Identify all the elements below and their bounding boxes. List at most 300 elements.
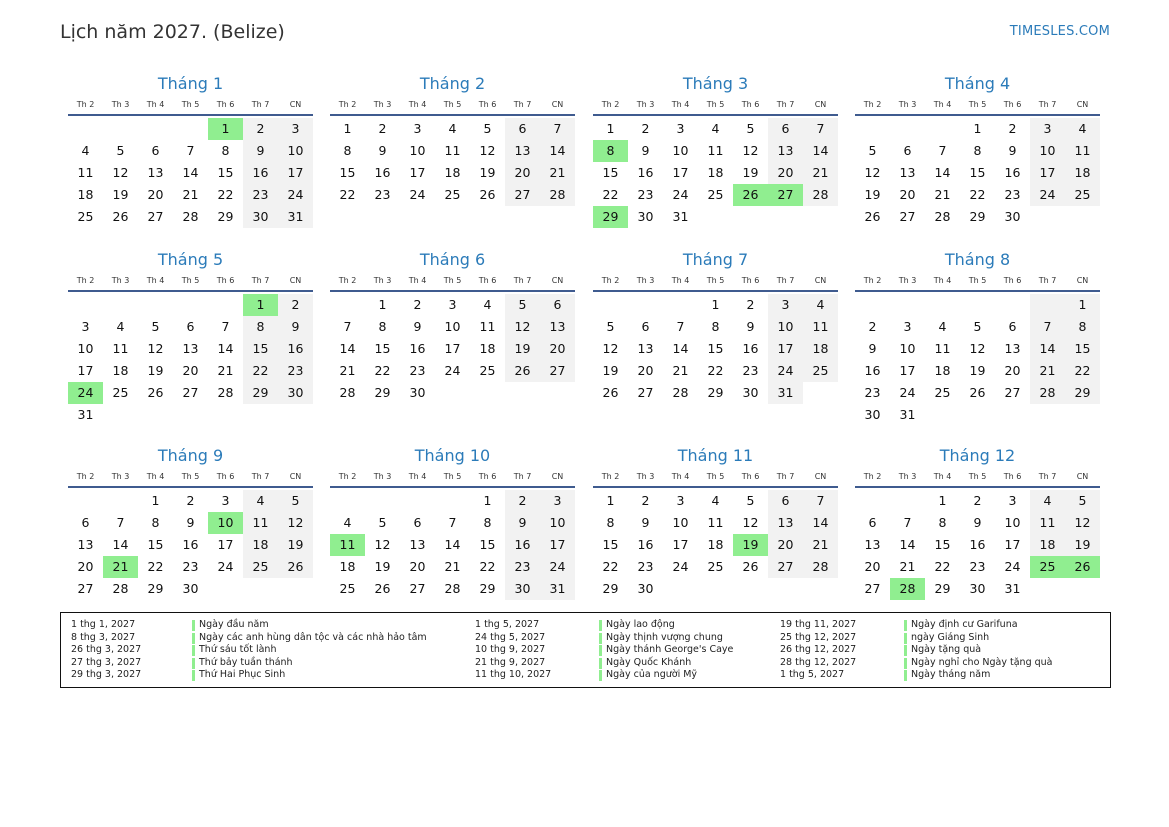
day-cell: 13 bbox=[182, 341, 199, 356]
legend-date: 19 thg 11, 2027 bbox=[780, 619, 857, 630]
legend-date: 28 thg 12, 2027 bbox=[780, 656, 857, 668]
week-row bbox=[68, 556, 313, 578]
day-cell: 9 bbox=[278, 316, 313, 338]
day-cell: 20 bbox=[864, 559, 881, 574]
day-cell: 11 bbox=[707, 515, 724, 530]
day-cell: 8 bbox=[711, 319, 720, 334]
day-cell: 8 bbox=[378, 319, 387, 334]
day-cell: 16 bbox=[409, 341, 426, 356]
day-cell: 11 bbox=[803, 316, 838, 338]
week-row bbox=[330, 184, 575, 206]
holiday-day-cell: 28 bbox=[890, 578, 925, 600]
week-row bbox=[330, 162, 575, 184]
weekday-label: CN bbox=[814, 100, 827, 109]
week-row bbox=[330, 360, 575, 382]
weekday-label: Th 5 bbox=[181, 472, 200, 481]
day-cell: 15 bbox=[479, 537, 496, 552]
day-cell: 22 bbox=[602, 187, 619, 202]
day-cell: 29 bbox=[147, 581, 164, 596]
day-cell: 12 bbox=[1065, 512, 1100, 534]
empty-day-cell bbox=[278, 404, 313, 426]
day-cell: 11 bbox=[444, 143, 461, 158]
empty-day-cell bbox=[173, 404, 208, 426]
legend-date: 1 thg 1, 2027 bbox=[71, 619, 136, 630]
weekday-label: Th 3 bbox=[898, 472, 917, 481]
day-cell: 13 bbox=[864, 537, 881, 552]
weekday-label: Th 7 bbox=[251, 472, 270, 481]
day-cell: 30 bbox=[1004, 209, 1021, 224]
day-cell: 28 bbox=[1030, 382, 1065, 404]
site-link[interactable]: TIMESLES.COM bbox=[1009, 24, 1110, 39]
day-cell: 2 bbox=[1008, 121, 1017, 136]
week-row bbox=[593, 360, 838, 382]
legend-date: 1 thg 5, 2027 bbox=[475, 619, 540, 630]
weekday-header bbox=[855, 274, 1100, 288]
day-cell: 10 bbox=[444, 319, 461, 334]
month-7 bbox=[593, 249, 838, 404]
month-title: Tháng 8 bbox=[944, 250, 1011, 269]
weekday-label: Th 5 bbox=[443, 472, 462, 481]
day-cell: 18 bbox=[934, 363, 951, 378]
day-cell: 19 bbox=[147, 363, 164, 378]
day-cell: 6 bbox=[505, 118, 540, 140]
weekday-label: Th 2 bbox=[863, 276, 882, 285]
weekday-label: Th 7 bbox=[513, 100, 532, 109]
day-cell: 8 bbox=[151, 515, 160, 530]
day-cell: 12 bbox=[505, 316, 540, 338]
holiday-day-cell: 27 bbox=[768, 184, 803, 206]
day-cell: 17 bbox=[540, 534, 575, 556]
day-cell: 3 bbox=[903, 319, 912, 334]
month-title: Tháng 11 bbox=[677, 446, 754, 465]
day-cell: 13 bbox=[768, 140, 803, 162]
empty-day-cell bbox=[995, 404, 1030, 426]
weekday-label: Th 5 bbox=[181, 276, 200, 285]
day-cell: 7 bbox=[540, 118, 575, 140]
day-cell: 6 bbox=[413, 515, 422, 530]
day-cell: 2 bbox=[186, 493, 195, 508]
day-cell: 20 bbox=[899, 187, 916, 202]
day-cell: 22 bbox=[243, 360, 278, 382]
legend-color-marker bbox=[904, 670, 907, 681]
weekday-label: Th 2 bbox=[863, 472, 882, 481]
week-row bbox=[855, 490, 1100, 512]
weekday-header bbox=[330, 98, 575, 112]
week-row bbox=[68, 140, 313, 162]
day-cell: 6 bbox=[903, 143, 912, 158]
header-divider bbox=[330, 486, 575, 488]
day-cell: 4 bbox=[803, 294, 838, 316]
day-cell: 7 bbox=[1030, 316, 1065, 338]
day-cell: 25 bbox=[77, 209, 94, 224]
holiday-day-cell: 25 bbox=[1030, 556, 1065, 578]
weekday-label: Th 3 bbox=[373, 472, 392, 481]
day-cell: 18 bbox=[479, 341, 496, 356]
weekday-label: Th 4 bbox=[408, 100, 427, 109]
legend-holiday-name: Ngày thịnh vượng chung bbox=[606, 631, 723, 643]
week-row bbox=[68, 404, 313, 426]
week-row bbox=[68, 512, 313, 534]
weekday-header bbox=[593, 470, 838, 484]
legend-date: 27 thg 3, 2027 bbox=[71, 656, 142, 668]
day-cell: 26 bbox=[969, 385, 986, 400]
day-cell: 23 bbox=[182, 559, 199, 574]
week-row bbox=[855, 118, 1100, 140]
day-cell: 14 bbox=[444, 537, 461, 552]
legend-color-marker bbox=[192, 658, 195, 669]
day-cell: 23 bbox=[742, 363, 759, 378]
day-cell: 1 bbox=[483, 493, 492, 508]
weekday-label: Th 3 bbox=[898, 100, 917, 109]
day-cell: 27 bbox=[540, 360, 575, 382]
holiday-day-cell: 19 bbox=[733, 534, 768, 556]
day-cell: 30 bbox=[243, 206, 278, 228]
header-divider bbox=[68, 486, 313, 488]
day-cell: 28 bbox=[803, 556, 838, 578]
weekday-header bbox=[330, 470, 575, 484]
day-cell: 26 bbox=[278, 556, 313, 578]
day-cell: 23 bbox=[243, 184, 278, 206]
weekday-label: Th 3 bbox=[636, 276, 655, 285]
day-cell: 24 bbox=[278, 184, 313, 206]
weekday-label: CN bbox=[1076, 276, 1089, 285]
weekday-header bbox=[68, 470, 313, 484]
day-cell: 3 bbox=[448, 297, 457, 312]
empty-day-cell bbox=[330, 490, 365, 512]
month-12 bbox=[855, 445, 1100, 600]
day-cell: 24 bbox=[217, 559, 234, 574]
legend-holiday-name: Ngày Quốc Khánh bbox=[606, 656, 692, 668]
day-cell: 6 bbox=[641, 319, 650, 334]
day-cell: 9 bbox=[186, 515, 195, 530]
week-row bbox=[68, 490, 313, 512]
day-cell: 22 bbox=[217, 187, 234, 202]
week-row bbox=[68, 578, 313, 600]
day-cell: 5 bbox=[116, 143, 125, 158]
day-cell: 24 bbox=[768, 360, 803, 382]
day-cell: 1 bbox=[606, 121, 615, 136]
empty-day-cell bbox=[365, 490, 400, 512]
empty-day-cell bbox=[890, 118, 925, 140]
day-cell: 12 bbox=[479, 143, 496, 158]
day-cell: 5 bbox=[1065, 490, 1100, 512]
day-cell: 18 bbox=[707, 165, 724, 180]
holiday-day-cell: 10 bbox=[208, 512, 243, 534]
day-cell: 7 bbox=[803, 490, 838, 512]
weekday-label: CN bbox=[289, 472, 302, 481]
day-cell: 29 bbox=[217, 209, 234, 224]
weekday-label: Th 4 bbox=[933, 100, 952, 109]
weekday-label: Th 6 bbox=[216, 472, 235, 481]
day-cell: 12 bbox=[278, 512, 313, 534]
weekday-header bbox=[68, 274, 313, 288]
day-cell: 28 bbox=[803, 184, 838, 206]
day-cell: 5 bbox=[606, 319, 615, 334]
weekday-label: Th 2 bbox=[338, 276, 357, 285]
day-cell: 27 bbox=[864, 581, 881, 596]
legend-color-marker bbox=[192, 620, 195, 631]
week-row bbox=[330, 382, 575, 404]
week-row bbox=[855, 578, 1100, 600]
day-cell: 22 bbox=[339, 187, 356, 202]
day-cell: 20 bbox=[637, 363, 654, 378]
weekday-label: Th 4 bbox=[933, 472, 952, 481]
weekday-label: Th 5 bbox=[968, 100, 987, 109]
week-row bbox=[330, 316, 575, 338]
day-cell: 15 bbox=[374, 341, 391, 356]
day-cell: 21 bbox=[672, 363, 689, 378]
day-cell: 27 bbox=[77, 581, 94, 596]
day-cell: 29 bbox=[969, 209, 986, 224]
day-cell: 6 bbox=[186, 319, 195, 334]
weekday-label: Th 5 bbox=[706, 100, 725, 109]
empty-day-cell bbox=[138, 118, 173, 140]
day-cell: 14 bbox=[217, 341, 234, 356]
day-cell: 25 bbox=[707, 559, 724, 574]
weekday-header bbox=[855, 98, 1100, 112]
day-cell: 29 bbox=[707, 385, 724, 400]
day-cell: 21 bbox=[803, 534, 838, 556]
day-cell: 10 bbox=[409, 143, 426, 158]
day-cell: 23 bbox=[374, 187, 391, 202]
day-cell: 6 bbox=[1008, 319, 1017, 334]
holiday-day-cell: 29 bbox=[593, 206, 628, 228]
day-cell: 14 bbox=[934, 165, 951, 180]
day-cell: 2 bbox=[641, 121, 650, 136]
weekday-label: Th 2 bbox=[338, 472, 357, 481]
day-cell: 12 bbox=[602, 341, 619, 356]
day-cell: 14 bbox=[803, 512, 838, 534]
empty-day-cell bbox=[733, 578, 768, 600]
day-cell: 12 bbox=[112, 165, 129, 180]
week-row bbox=[593, 490, 838, 512]
day-cell: 17 bbox=[899, 363, 916, 378]
day-cell: 18 bbox=[444, 165, 461, 180]
legend-holiday-name: Ngày tặng quà bbox=[911, 644, 982, 655]
day-cell: 30 bbox=[637, 209, 654, 224]
day-cell: 14 bbox=[112, 537, 129, 552]
week-row bbox=[855, 404, 1100, 426]
day-cell: 22 bbox=[147, 559, 164, 574]
day-cell: 10 bbox=[1030, 140, 1065, 162]
empty-day-cell bbox=[173, 294, 208, 316]
weekday-label: Th 3 bbox=[636, 100, 655, 109]
day-cell: 29 bbox=[479, 581, 496, 596]
empty-day-cell bbox=[243, 404, 278, 426]
day-cell: 19 bbox=[374, 559, 391, 574]
day-cell: 18 bbox=[243, 534, 278, 556]
empty-day-cell bbox=[173, 118, 208, 140]
weekday-label: Th 2 bbox=[76, 100, 95, 109]
day-cell: 23 bbox=[505, 556, 540, 578]
day-cell: 22 bbox=[934, 559, 951, 574]
month-8 bbox=[855, 249, 1100, 426]
weekday-label: CN bbox=[814, 472, 827, 481]
day-cell: 26 bbox=[742, 559, 759, 574]
day-cell: 30 bbox=[278, 382, 313, 404]
weekday-label: CN bbox=[289, 276, 302, 285]
day-cell: 9 bbox=[641, 515, 650, 530]
month-5 bbox=[68, 249, 313, 426]
week-row bbox=[855, 534, 1100, 556]
week-row bbox=[593, 512, 838, 534]
day-cell: 28 bbox=[182, 209, 199, 224]
week-row bbox=[593, 382, 838, 404]
month-title: Tháng 2 bbox=[419, 74, 486, 93]
day-cell: 4 bbox=[243, 490, 278, 512]
day-cell: 22 bbox=[479, 559, 496, 574]
day-cell: 29 bbox=[374, 385, 391, 400]
empty-day-cell bbox=[1030, 294, 1065, 316]
weekday-label: CN bbox=[551, 100, 564, 109]
day-cell: 1 bbox=[1065, 294, 1100, 316]
day-cell: 20 bbox=[182, 363, 199, 378]
holiday-legend bbox=[60, 612, 1111, 688]
empty-day-cell bbox=[960, 294, 995, 316]
holiday-day-cell: 1 bbox=[243, 294, 278, 316]
day-cell: 25 bbox=[707, 187, 724, 202]
day-cell: 4 bbox=[116, 319, 125, 334]
weekday-label: Th 4 bbox=[408, 276, 427, 285]
day-cell: 17 bbox=[444, 341, 461, 356]
day-cell: 29 bbox=[934, 581, 951, 596]
legend-color-marker bbox=[192, 670, 195, 681]
weekday-label: Th 7 bbox=[513, 276, 532, 285]
day-cell: 26 bbox=[112, 209, 129, 224]
day-cell: 14 bbox=[182, 165, 199, 180]
header-divider bbox=[855, 114, 1100, 116]
day-cell: 21 bbox=[540, 162, 575, 184]
day-cell: 5 bbox=[505, 294, 540, 316]
empty-day-cell bbox=[103, 294, 138, 316]
day-cell: 7 bbox=[343, 319, 352, 334]
month-title: Tháng 1 bbox=[157, 74, 224, 93]
day-cell: 30 bbox=[182, 581, 199, 596]
day-cell: 12 bbox=[969, 341, 986, 356]
empty-day-cell bbox=[68, 294, 103, 316]
day-cell: 4 bbox=[938, 319, 947, 334]
holiday-day-cell: 21 bbox=[103, 556, 138, 578]
day-cell: 11 bbox=[934, 341, 951, 356]
empty-day-cell bbox=[103, 118, 138, 140]
legend-color-marker bbox=[599, 658, 602, 669]
day-cell: 23 bbox=[278, 360, 313, 382]
day-cell: 23 bbox=[969, 559, 986, 574]
empty-day-cell bbox=[435, 382, 470, 404]
day-cell: 28 bbox=[217, 385, 234, 400]
page-title: Lịch năm 2027. (Belize) bbox=[60, 21, 285, 43]
day-cell: 2 bbox=[378, 121, 387, 136]
day-cell: 3 bbox=[676, 493, 685, 508]
day-cell: 7 bbox=[803, 118, 838, 140]
day-cell: 28 bbox=[339, 385, 356, 400]
week-row bbox=[68, 338, 313, 360]
day-cell: 28 bbox=[540, 184, 575, 206]
holiday-day-cell: 24 bbox=[68, 382, 103, 404]
day-cell: 2 bbox=[746, 297, 755, 312]
day-cell: 13 bbox=[637, 341, 654, 356]
day-cell: 18 bbox=[339, 559, 356, 574]
day-cell: 3 bbox=[413, 121, 422, 136]
day-cell: 16 bbox=[278, 338, 313, 360]
day-cell: 16 bbox=[742, 341, 759, 356]
weekday-header bbox=[855, 470, 1100, 484]
empty-day-cell bbox=[855, 294, 890, 316]
day-cell: 22 bbox=[602, 559, 619, 574]
day-cell: 23 bbox=[1004, 187, 1021, 202]
day-cell: 16 bbox=[243, 162, 278, 184]
day-cell: 3 bbox=[540, 490, 575, 512]
day-cell: 19 bbox=[278, 534, 313, 556]
legend-holiday-name: Ngày đầu năm bbox=[199, 619, 269, 630]
day-cell: 4 bbox=[343, 515, 352, 530]
day-cell: 13 bbox=[1004, 341, 1021, 356]
day-cell: 26 bbox=[602, 385, 619, 400]
month-title: Tháng 9 bbox=[157, 446, 224, 465]
day-cell: 15 bbox=[602, 165, 619, 180]
week-row bbox=[855, 162, 1100, 184]
weekday-label: Th 7 bbox=[1038, 276, 1057, 285]
day-cell: 7 bbox=[116, 515, 125, 530]
day-cell: 18 bbox=[1030, 534, 1065, 556]
day-cell: 20 bbox=[768, 162, 803, 184]
day-cell: 27 bbox=[768, 556, 803, 578]
day-cell: 25 bbox=[444, 187, 461, 202]
weekday-label: Th 3 bbox=[373, 276, 392, 285]
day-cell: 24 bbox=[409, 187, 426, 202]
week-row bbox=[68, 118, 313, 140]
weekday-label: Th 3 bbox=[111, 472, 130, 481]
day-cell: 15 bbox=[339, 165, 356, 180]
day-cell: 25 bbox=[112, 385, 129, 400]
week-row bbox=[855, 556, 1100, 578]
day-cell: 14 bbox=[1030, 338, 1065, 360]
legend-date: 29 thg 3, 2027 bbox=[71, 669, 142, 680]
day-cell: 3 bbox=[81, 319, 90, 334]
week-row bbox=[330, 140, 575, 162]
weekday-header bbox=[593, 98, 838, 112]
empty-day-cell bbox=[925, 404, 960, 426]
day-cell: 21 bbox=[803, 162, 838, 184]
day-cell: 11 bbox=[243, 512, 278, 534]
weekday-label: Th 6 bbox=[216, 276, 235, 285]
weekday-label: Th 3 bbox=[898, 276, 917, 285]
empty-day-cell bbox=[663, 294, 698, 316]
month-11 bbox=[593, 445, 838, 600]
day-cell: 11 bbox=[1030, 512, 1065, 534]
week-row bbox=[855, 294, 1100, 316]
weekday-header bbox=[593, 274, 838, 288]
day-cell: 18 bbox=[112, 363, 129, 378]
day-cell: 23 bbox=[409, 363, 426, 378]
day-cell: 1 bbox=[606, 493, 615, 508]
day-cell: 6 bbox=[868, 515, 877, 530]
empty-day-cell bbox=[138, 294, 173, 316]
legend-holiday-name: Ngày của người Mỹ bbox=[606, 669, 698, 680]
month-4 bbox=[855, 73, 1100, 228]
day-cell: 21 bbox=[934, 187, 951, 202]
day-cell: 17 bbox=[672, 537, 689, 552]
legend-holiday-name: Ngày định cư Garifuna bbox=[911, 619, 1018, 630]
day-cell: 12 bbox=[374, 537, 391, 552]
empty-day-cell bbox=[995, 294, 1030, 316]
day-cell: 14 bbox=[339, 341, 356, 356]
header-divider bbox=[855, 290, 1100, 292]
day-cell: 26 bbox=[505, 360, 540, 382]
header-divider bbox=[593, 486, 838, 488]
day-cell: 28 bbox=[672, 385, 689, 400]
day-cell: 20 bbox=[147, 187, 164, 202]
